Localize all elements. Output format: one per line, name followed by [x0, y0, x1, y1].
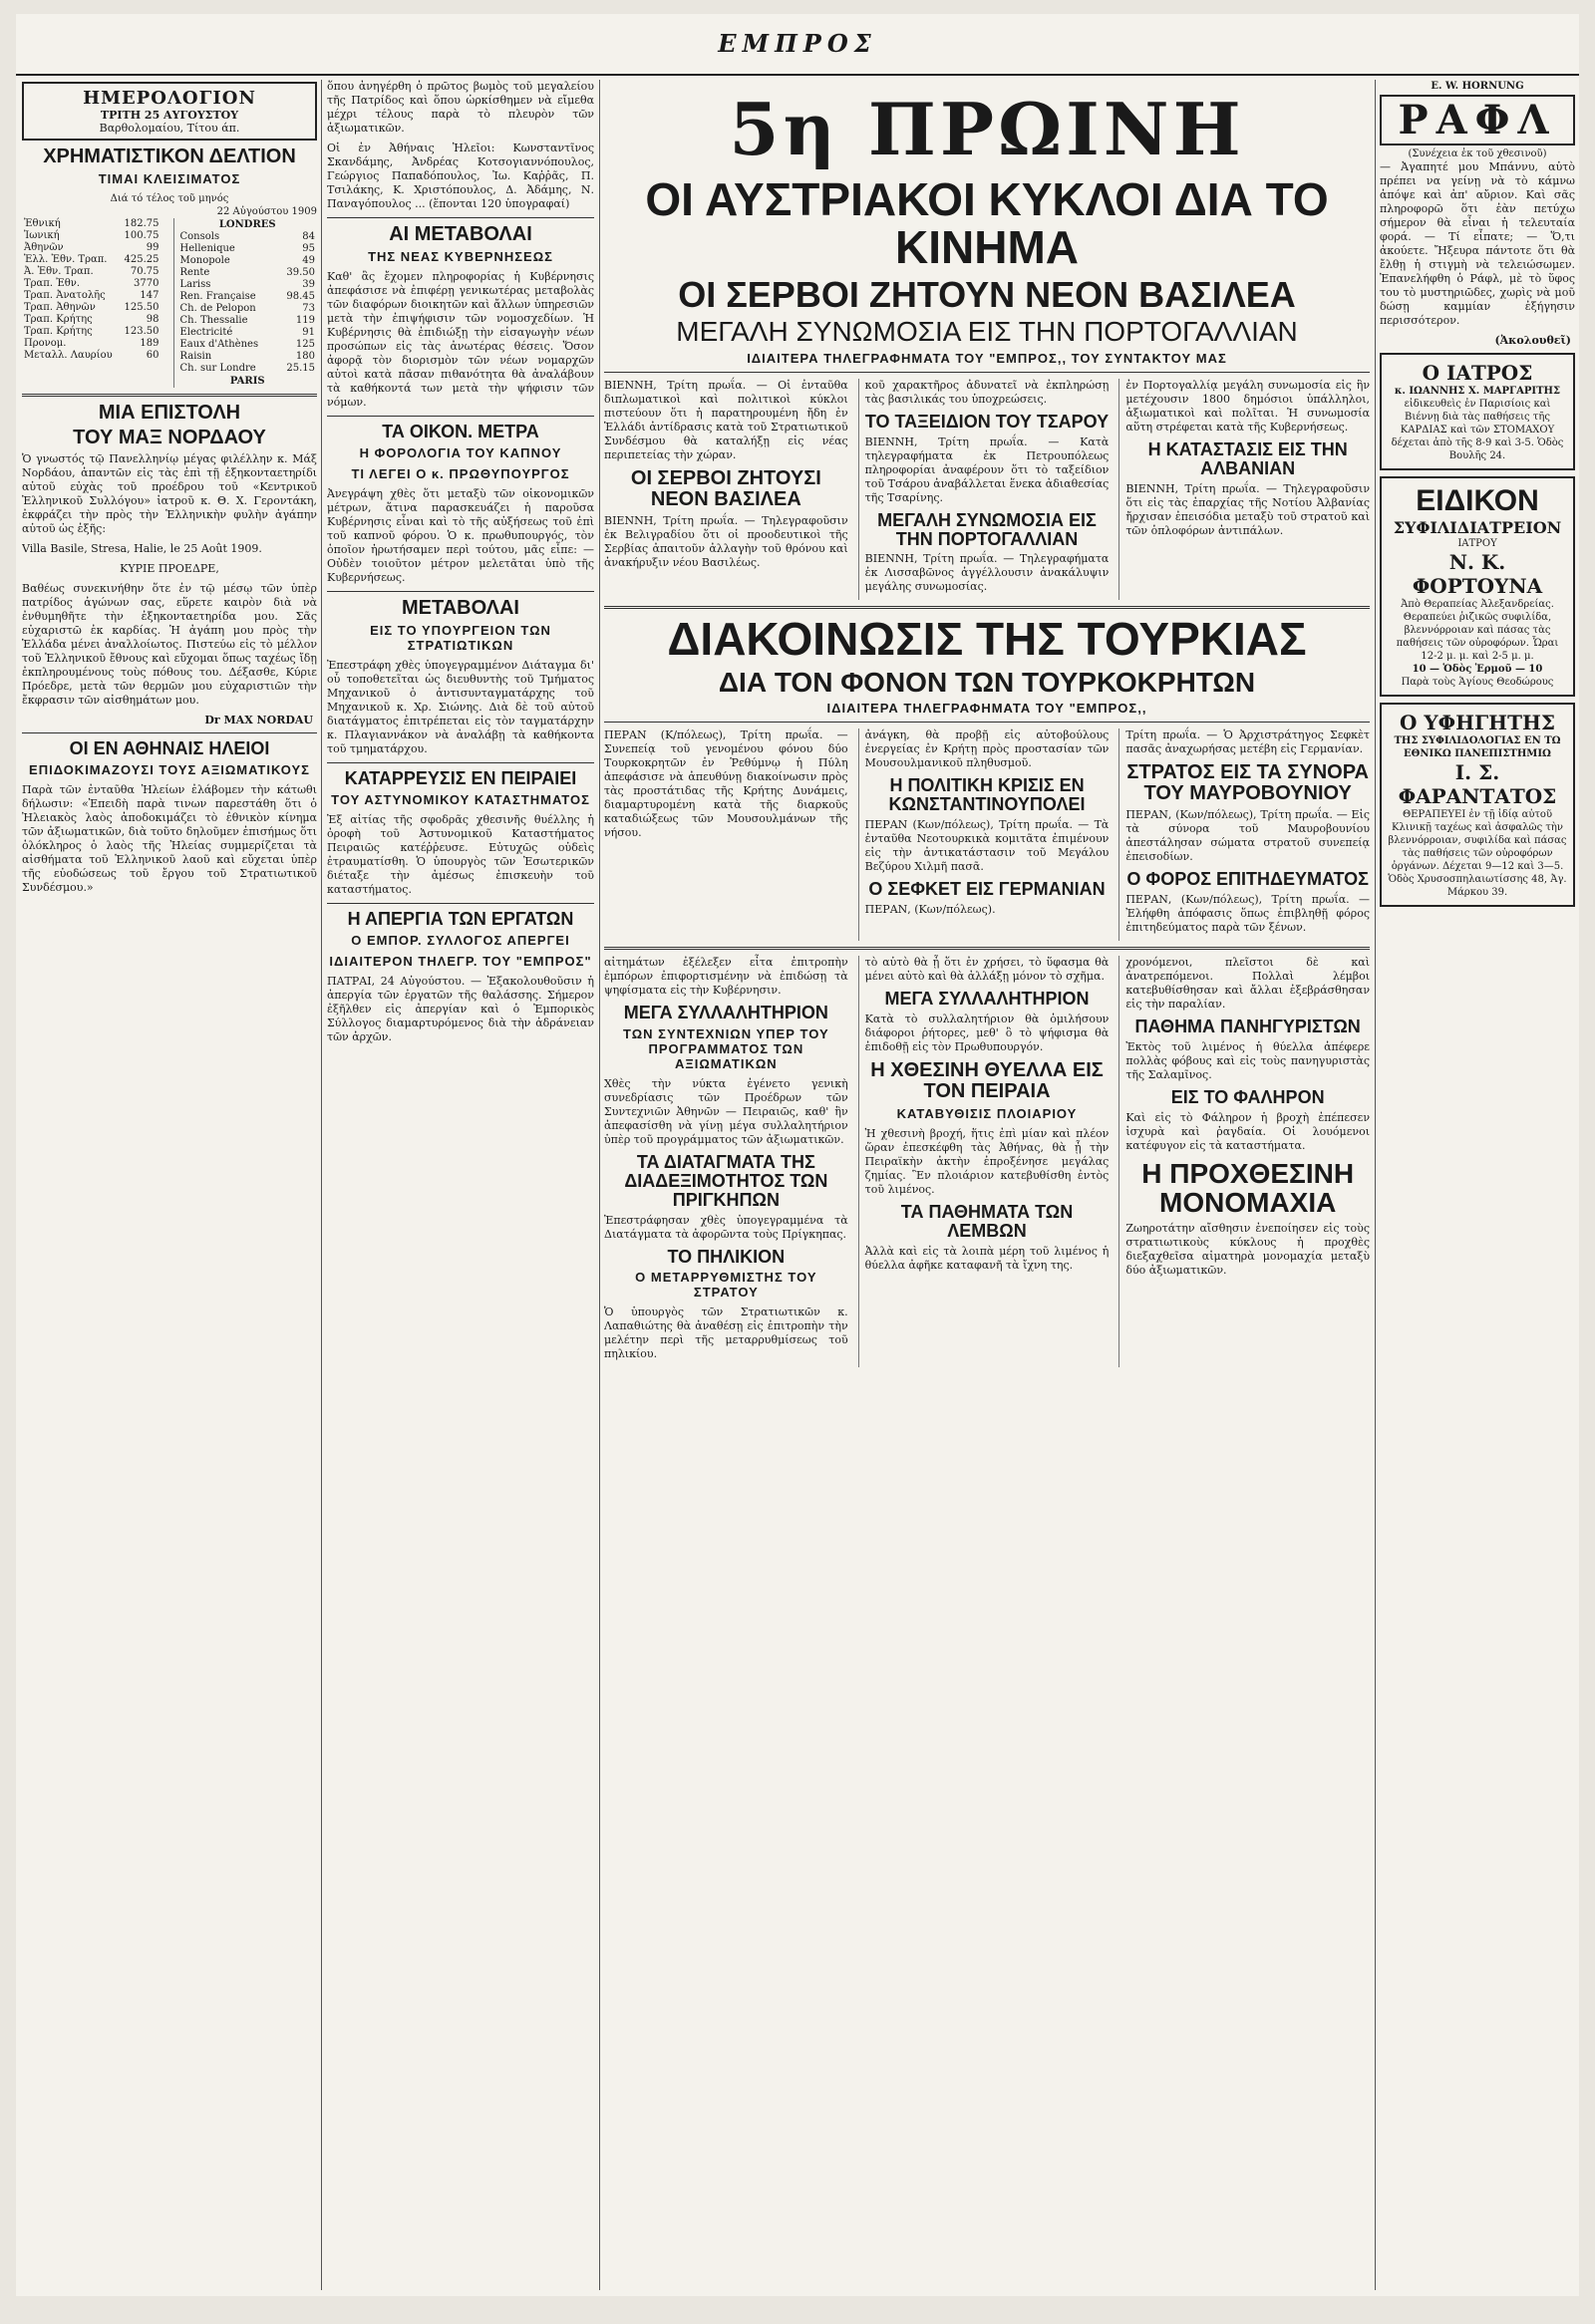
calendar-saint: Βαρθολομαίου, Τίτου άπ. [99, 122, 240, 135]
tsar-title: ΤΟ ΤΑΞΕΙΔΙΟΝ ΤΟΥ ΤΣΑΡΟΥ [864, 411, 1110, 432]
finance-row [22, 230, 161, 242]
finance-name: Τραπ. Ἀνατολῆς [24, 290, 106, 301]
finance-paris: PARIS [229, 376, 265, 387]
turkey-continued: ἀνάγκη, θὰ προβῇ εἰς αὐτοβούλους ἐνεργείας ἐν Κρήτῃ πρὸς προστασίαν τῶν Μουσουλμανικοῦ πληθυσμοῦ. [864, 728, 1110, 770]
boats-title: ΤΑ ΠΑΘΗΜΑΤΑ ΤΩΝ ΛΕΜΒΩΝ [900, 1201, 1074, 1241]
finance-name: Ἐθνική [24, 218, 61, 229]
column-1 [22, 80, 317, 2290]
ad-clinic-name: Ν. Κ. ΦΟΡΤΟΥΝΑ [1412, 550, 1543, 598]
merchants-text: αἰτημάτων ἐξέλεξεν εἶτα ἐπιτροπὴν ἐμπόρων ἐπιφορτισμένην νὰ ἐπιδώσῃ τὰ ψηφίσματα εἰς τὴν Κυβέρνησιν. [604, 956, 848, 998]
finance-name: Τραπ. Κρήτης [24, 326, 93, 337]
calendar-box [22, 82, 317, 141]
headline-serbs: ΟΙ ΣΕΡΒΟΙ ΖΗΤΟΥΝ ΝΕΟΝ ΒΑΣΙΛΕΑ [678, 273, 1296, 315]
finance-value: 91 [302, 327, 315, 338]
finance-name: Ch. Thessalie [179, 315, 248, 326]
telegrams-sub: ΙΔΙΑΙΤΕΡΑ ΤΗΛΕΓΡΑΦΗΜΑΤΑ ΤΟΥ "ΕΜΠΡΟΣ,, ΤΟΥ ΣΥΝΤΑΚΤΟΥ ΜΑΣ [747, 350, 1227, 366]
divider [604, 722, 1370, 723]
turkey-title: ΔΙΑΚΟΙΝΩΣΙΣ ΤΗΣ ΤΟΥΡΚΙΑΣ [667, 613, 1307, 666]
ad-clinic-address: 10 — Ὁδὸς Ἑρμοῦ — 10 [1412, 664, 1543, 675]
conspiracy-body: ΒΙΕΝΝΗ, Τρίτη πρωΐα. — Τηλεγραφήματα ἐκ Λισσαβῶνος ἀγγέλλουσιν ἀνακάλυψιν μεγάλης συνωμοσίας. [864, 552, 1110, 594]
finance-name: Τραπ. Ἐθν. [24, 278, 81, 289]
phaleron-title: ΕΙΣ ΤΟ ΦΑΛΗΡΟΝ [1170, 1086, 1325, 1107]
finance-name: Ἰωνική [24, 230, 60, 241]
piraeus-title: ΚΑΤΑΡΡΕΥΣΙΣ ΕΝ ΠΕΙΡΑΙΕΙ [344, 767, 577, 788]
finance-row [178, 363, 318, 375]
finance-date: 22 Αὐγούστου 1909 [216, 206, 317, 217]
turkey-body: ΠΕΡΑΝ (Κ/πόλεως), Τρίτη πρωΐα. — Συνεπείᾳ τοῦ γενομένου φόνου δύο Τουρκοκρητῶν ἐν Ῥεθύμνῳ ἡ Πύλη ἀπεφάσισε νὰ ἀπευθύνῃ διακοίνωσιν πρὸς τὰς προστάτιδας τῆς Κρήτης Δυνάμεις, διαμαρτυρομένη κατὰ τῆς διαρκοῦς καταδιώξεως τῶν Μουσουλμάνων τῆς νήσου. [604, 728, 848, 840]
rally-title: ΜΕΓΑ ΣΥΛΛΑΛΗΤΗΡΙΟΝ [623, 1003, 828, 1023]
tobacco-body: Ἀνεγράψη χθὲς ὅτι μεταξὺ τῶν οἰκονομικῶν μέτρων, ἅτινα παρασκευάζει ἡ παροῦσα Κυβέρνησις εἶναι καὶ τὸ τῆς αὐξήσεως τοῦ ἐπὶ τοῦ καπνοῦ φόρου. Ὁ κ. πρωθυπουργός, τὸν ὁποῖον ἠρωτήσαμεν περὶ τούτου, μᾶς εἶπε: — Οὐδὲν τοιοῦτον μέτρον μελετᾶται ὑπὸ τῆς Κυβερνήσεως. [327, 486, 594, 584]
story-eleians-title: ΟΙ ΕΝ ΑΘΗΝΑΙΣ ΗΛΕΙΟΙ [69, 738, 270, 758]
finance-row [178, 231, 318, 243]
strike-sub-2: ΙΔΙΑΙΤΕΡΟΝ ΤΗΛΕΓΡ. ΤΟΥ "ΕΜΠΡΟΣ" [329, 953, 592, 969]
continued-text: ὅπου ἀνηγέρθη ὁ πρῶτος βωμὸς τοῦ μεγαλείου τῆς Πατρίδος καὶ ὅπου ὡρκίσθημεν νὰ εἴμεθα μέχρι τέλους παρὰ τὸ πλευρὸν τῶν ἀξιωματικῶν. [327, 80, 594, 135]
letter-title: ΜΙΑ ΕΠΙΣΤΟΛΗ [98, 402, 241, 424]
finance-row [178, 351, 318, 363]
finance-row [22, 218, 161, 230]
finance-row [22, 338, 161, 350]
rally-body-2: Κατὰ τὸ συλλαλητήριον θὰ ὁμιλήσουν διάφοροι ῥήτορες, μεθ' ὃ τὸ ψήφισμα θὰ ἐπιδοθῇ εἰς τὸν Πρωθυπουργόν. [864, 1012, 1110, 1053]
ad-clinic-iatrou: ΙΑΤΡΟΥ [1457, 538, 1497, 549]
finance-name: Ἀ. Ἐθν. Τραπ. [24, 266, 94, 277]
finance-value: 425.25 [124, 254, 160, 265]
phaleron-body: Καὶ εἰς τὸ Φάληρον ἡ βροχὴ ἐπέπεσεν ἰσχυρὰ καὶ ῥαγδαία. Οἱ λουόμενοι κατέφυγον εἰς τὰ καταστήματα. [1125, 1110, 1370, 1152]
center-section [604, 80, 1370, 2290]
headline-portugal: ΜΕΓΑΛΗ ΣΥΝΩΜΟΣΙΑ ΕΙΣ ΤΗΝ ΠΟΡΤΟΓΑΛΛΙΑΝ [676, 316, 1298, 348]
boats-body: Ἀλλὰ καὶ εἰς τὰ λοιπὰ μέρη τοῦ λιμένος ἡ θύελλα ἀφῆκε καταφανῆ τὰ ἴχνη της. [864, 1244, 1110, 1272]
telegram-column [1118, 379, 1370, 601]
story-eleians-sub: ΕΠΙΔΟΚΙΜΑΖΟΥΣΙ ΤΟΥΣ ΑΞΙΩΜΑΤΙΚΟΥΣ [29, 761, 310, 777]
finance-value: 98.45 [286, 291, 315, 302]
finance-value: 100.75 [124, 230, 160, 241]
cap-body: Ὁ ὑπουργὸς τῶν Στρατιωτικῶν κ. Λαπαθιώτης θὰ ἀναθέσῃ εἰς ἐπιτροπὴν τὴν μελέτην περὶ τῆς μεταρρυθμίσεως τοῦ πηλικίου. [604, 1306, 848, 1361]
duel-body: Ζωηροτάτην αἴσθησιν ἐνεποίησεν εἰς τοὺς στρατιωτικοὺς κύκλους ἡ προχθὲς διεξαχθεῖσα αἱματηρὰ μονομαχία μεταξὺ δύο ἀξιωματικῶν. [1125, 1221, 1370, 1277]
finance-value: 98 [146, 314, 160, 325]
serial-author: E. W. HORNUNG [1431, 81, 1524, 92]
military-body: Ἐπεστράφη χθὲς ὑπογεγραμμένον Διάταγμα δι' οὗ τοποθετεῖται ὡς διευθυντὴς τοῦ Τμήματος Μηχανικοῦ ὁ ἀντισυνταγματάρχης τοῦ Μηχανικοῦ κ. Χρ. Σιώνης. Διὰ δὲ τοῦ αὐτοῦ διατάγματος ἐπιτρέπεται εἰς τὸν ταγματάρχην κ. Πλαγιαννάκον νὰ ἀναλάβῃ τὰ καθήκοντα τοῦ τμηματάρχου. [327, 658, 594, 755]
finance-value: 125.50 [124, 302, 160, 313]
finance-table-right [178, 231, 318, 375]
edition-banner: 5η ΠΡΩΙΝΗ [729, 87, 1245, 171]
newspaper-page [16, 14, 1579, 2296]
finance-value: 60 [146, 350, 160, 361]
ad-clinic-title: ΕΙΔΙΚΟΝ [1416, 484, 1539, 517]
finance-name: Ἑλλ. Ἐθν. Τραπ. [24, 254, 108, 265]
lower-column [1118, 956, 1370, 1367]
rally-title-2: ΜΕΓΑ ΣΥΛΛΑΛΗΤΗΡΙΟΝ [884, 989, 1090, 1010]
lower-row [604, 956, 1370, 1367]
finance-name: Προνομ. [24, 338, 67, 349]
serbs-continued: κοῦ χαρακτῆρος ἀδυνατεῖ νὰ ἐκπληρώσῃ τὰς βασιλικάς του ὑποχρεώσεις. [864, 378, 1110, 406]
finance-london: LONDRES [218, 219, 276, 230]
decrees-title: ΤΑ ΔΙΑΤΑΓΜΑΤΑ ΤΗΣ ΔΙΑΔΕΞΙΜΟΤΗΤΟΣ ΤΩΝ ΠΡΙΓΚΗΠΩΝ [624, 1151, 828, 1210]
conspiracy-continued: ἐν Πορτογαλλίᾳ μεγάλη συνωμοσία εἰς ἣν μετέχουσιν 1800 δημόσιοι ὑπάλληλοι, ἀξιωματικοὶ καὶ πολῖται. Ἡ συνωμοσία αὕτη στρέφεται κατὰ τῆς Κυβερνήσεως. [1125, 378, 1370, 434]
finance-name: Ch. de Pelopon [179, 303, 256, 314]
tsar-body: ΒΙΕΝΝΗ, Τρίτη πρωΐα. — Κατὰ τηλεγραφήματα ἐκ Πετρουπόλεως πληροφορίαι ἀναφέρουν ὅτι τὸ ταξείδιον τοῦ Τσάρου ἀναβάλλεται ἕνεκα ἀδιαθεσίας τῆς Τσαρίνης. [864, 435, 1110, 504]
vienna-text: ΒΙΕΝΝΗ, Τρίτη πρωΐα. — Οἱ ἐνταῦθα διπλωματικοὶ καὶ πολιτικοὶ κύκλοι πιστεύουν ὅτι ἡ παρατηρουμένη ἤδη ἐν Ἑλλάδι ἀντίδρασις κατὰ τοῦ Στρατιωτικοῦ Συνδέσμου θὰ καταλήξῃ εἰς νέας περιπετείας τὴν χώραν. [604, 378, 848, 461]
finance-row [178, 255, 318, 267]
divider [327, 903, 594, 904]
ad-doctor-text: εἰδικευθεὶς ἐν Παρισίοις καὶ Βιέννῃ διὰ τὰς παθήσεις τῆς ΚΑΡΔΙΑΣ καὶ τῶν ΣΤΟΜΑΧΟΥ δέχεται ἀπὸ τῆς 8-9 καὶ 3-5. Ὁδὸς Βουλῆς 24. [1391, 399, 1564, 461]
tax-body: ΠΕΡΑΝ, (Κων/πόλεως), Τρίτη πρωΐα. — Ἐλήφθη ἀπόφασις ὅπως ἐπιβληθῇ φόρος ἐπιτηδεύματος παρὰ τῶν ξένων. [1125, 893, 1370, 935]
divider [22, 732, 317, 733]
finance-value: 99 [146, 242, 160, 253]
finance-row [178, 327, 318, 339]
ad-clinic-text: Ἀπὸ Θεραπείας Ἀλεξανδρείας. Θεραπεύει ῥιζικῶς συφιλίδα, βλεννόρροιαν καὶ πάσας τὰς παθήσεις τῶν οὐροφόρων. Ὧραι 12-2 μ. μ. καὶ 2-5 μ. μ. [1396, 599, 1559, 662]
duel-title: Η ΠΡΟΧΘΕΣΙΝΗ ΜΟΝΟΜΑΧΙΑ [1141, 1157, 1355, 1219]
serial-continuation: (Συνέχεια ἐκ τοῦ χθεσινοῦ) [1408, 148, 1547, 159]
turkey-title-2: ΔΙΑ ΤΟΝ ΦΟΝΟΝ ΤΩΝ ΤΟΥΡΚΟΚΡΗΤΩΝ [718, 666, 1256, 698]
ad-lecturer [1380, 703, 1575, 907]
serbs-title: ΟΙ ΣΕΡΒΟΙ ΖΗΤΟΥΣΙ ΝΕΟΝ ΒΑΣΙΛΕΑ [630, 466, 821, 510]
finance-value: 125 [295, 339, 315, 350]
albania-body: ΒΙΕΝΝΗ, Τρίτη πρωΐα. — Τηλεγραφοῦσιν ὅτι εἰς τὰς ἐπαρχίας τῆς Νοτίου Ἀλβανίας ἤρχισαν ἐπεισόδια μεταξὺ τοῦ στρατοῦ καὶ τῶν ὁπλοφόρων ἀντιπάλων. [1125, 481, 1370, 537]
finance-value: 180 [295, 351, 315, 362]
finance-value: 49 [302, 255, 315, 266]
divider [327, 416, 594, 417]
ad-clinic-address-2: Παρὰ τοὺς Ἁγίους Θεοδώρους [1401, 677, 1554, 688]
government-sub: ΤΗΣ ΝΕΑΣ ΚΥΒΕΡΝΗΣΕΩΣ [368, 249, 553, 264]
story-eleians-body: Παρὰ τῶν ἐνταῦθα Ἠλείων ἐλάβομεν τὴν κάτωθι δήλωσιν: «Ἐπειδὴ παρὰ τινων παρεστάθη ὅτι ὁ Ἠλειακὸς λαὸς ἀποδοκιμάζει τὸ ἐθνικὸν κίνημα τῶν ἀξιωματικῶν, διὰ τοῦτο δηλοῦμεν ἐπισήμως ὅτι ὁλόκληρος ὁ λαὸς τῆς Ἠλείας συμμερίζεται τὰ αἰσθήματα τοῦ Ἑλληνικοῦ λαοῦ καὶ εὔχεται ὑπὲρ τῆς εὐοδώσεως τοῦ ἔργου τοῦ Στρατιωτικοῦ Συνδέσμου.» [22, 782, 317, 894]
government-body: Καθ' ἃς ἔχομεν πληροφορίας ἡ Κυβέρνησις ἀπεφάσισε νὰ ἐπιφέρῃ γενικωτέρας μεταβολὰς τῶν διαφόρων διοικητῶν καὶ ἄλλων ὑπηρεσιῶν μετὰ τὴν ἐπιψήφισιν τῶν νομοσχεδίων. Ἡ Κυβέρνησις θὰ ἐπιδιώξῃ τὴν εἰσαγωγὴν νέων προσώπων εἰς τὰς ἀνωτέρας θέσεις. Ὅσον ἀφορᾷ τὸν διορισμὸν τῶν νέων νομαρχῶν αὐτοὶ κατὰ πᾶσαν πιθανότητα θὰ ἀναλάβουν τὰ καθήκοντά των μετὰ τὴν ψήφισιν τῶν νόμων. [327, 270, 594, 409]
storm-sub: ΚΑΤΑΒΥΘΙΣΙΣ ΠΛΟΙΑΡΙΟΥ [896, 1105, 1078, 1121]
finance-value: 182.75 [124, 218, 160, 229]
column-2 [327, 80, 594, 2290]
serial-sign: (Ἀκολουθεῖ) [1494, 334, 1571, 347]
finance-row [178, 243, 318, 255]
tobacco-sub-2: ΤΙ ΛΕΓΕΙ Ο κ. ΠΡΩΘΥΠΟΥΡΓΟΣ [351, 465, 570, 481]
decrees-body: Ἐπεστράφησαν χθὲς ὑπογεγραμμένα τὰ Διατάγματα τὰ ἀφορῶντα τοὺς Πρίγκηπας. [604, 1213, 848, 1241]
finance-table [22, 218, 317, 388]
piraeus-body: Ἐξ αἰτίας τῆς σφοδρᾶς χθεσινῆς θυέλλης ἡ ὀροφὴ τοῦ Ἀστυνομικοῦ Καταστήματος Πειραιῶς κατέῤῥευσε. Εὐτυχῶς οὐδεὶς ἐτραυματίσθη. Ὁ ὑπουργὸς τῶν Ἐσωτερικῶν διέταξε τὴν ἀμέσως ἐπισκευὴν τοῦ καταστήματος. [327, 812, 594, 896]
tobacco-sub: Η ΦΟΡΟΛΟΓΙΑ ΤΟΥ ΚΑΠΝΟΥ [359, 444, 562, 460]
finance-row [22, 326, 161, 338]
serial-title: ΡΑΦΛ [1380, 95, 1575, 145]
letter-signature: Dr MAX NORDAU [204, 714, 313, 726]
ad-clinic [1380, 476, 1575, 697]
finance-row [22, 350, 161, 362]
letter-greeting: ΚΥΡΙΕ ΠΡΟΕΔΡΕ, [120, 562, 219, 575]
ad-doctor [1380, 353, 1575, 470]
ad-lecturer-sub: ΤΗΣ ΣΥΦΙΛΙΔΟΛΟΓΙΑΣ ΕΝ ΤΩ ΕΘΝΙΚΩ ΠΑΝΕΠΙΣΤΗΜΙΩ [1394, 735, 1561, 759]
strike-body: ΠΑΤΡΑΙ, 24 Αὐγούστου. — Ἐξακολουθοῦσιν ἡ ἀπεργία τῶν ἐργατῶν τῆς θαλάσσης. Σήμερον ἐξῆλθεν εἰς ἀπεργίαν καὶ ὁ Ἐμπορικὸς Σύλλογος διαμαρτυρόμενος διὰ τὴν ἀδράνειαν τῶν ἀρχῶν. [327, 974, 594, 1043]
telegram-column [858, 379, 1110, 601]
pilgrims-title: ΠΑΘΗΜΑ ΠΑΝΗΓΥΡΙΣΤΩΝ [1134, 1017, 1361, 1037]
turkey-sub: ΙΔΙΑΙΤΕΡΑ ΤΗΛΕΓΡΑΦΗΜΑΤΑ ΤΟΥ "ΕΜΠΡΟΣ,, [826, 701, 1147, 717]
lower-column [604, 956, 848, 1367]
finance-value: 39.50 [286, 267, 315, 278]
main-headline: ΟΙ ΑΥΣΤΡΙΑΚΟΙ ΚΥΚΛΟΙ ΔΙΑ ΤΟ ΚΙΝΗΜΑ [645, 173, 1329, 274]
finance-name: Ch. sur Londre [179, 363, 256, 374]
tobacco-title: ΤΑ ΟΙΚΟΝ. ΜΕΤΡΑ [382, 422, 539, 441]
serial-body: — Ἀγαπητέ μου Μπάννυ, αὐτὸ πρέπει να γείνῃ νὰ τὸ κάμνω ἀπόψε καὶ ἀπ' αὔριον. Καὶ σᾶς πληροφορῶ ὅτι ἐὰν πετύχω σήμερον θὰ εἶναι ἡ τελευταία φορά. — Τί εἶπατε; — Ὅ,τι ἀκούετε. Ἤξευρα πάντοτε ὅτι θὰ ἔλθῃ ἡ στιγμὴ νὰ τελειώσωμεν. Ἐπανελήφθη ὁ Ράφλ, μὲ τὸ ὕφος του τὸ μυστηριῶδες, χωρὶς νὰ μοῦ δώσῃ καμμίαν ἐξήγησιν περισσότερον. [1380, 160, 1575, 327]
divider [327, 217, 594, 218]
conspiracy-title: ΜΕΓΑΛΗ ΣΥΝΩΜΟΣΙΑ ΕΙΣ ΤΗΝ ΠΟΡΤΟΓΑΛΛΙΑΝ [877, 509, 1097, 549]
finance-value: 123.50 [124, 326, 160, 337]
lower-column [858, 956, 1110, 1367]
ad-lecturer-name: Ι. Σ. ΦΑΡΑΝΤΑΤΟΣ [1398, 760, 1557, 808]
finance-row [178, 303, 318, 315]
strike-title: Η ΑΠΕΡΓΙΑ ΤΩΝ ΕΡΓΑΤΩΝ [347, 908, 574, 929]
finance-name: Τραπ. Κρήτης [24, 314, 93, 325]
strike-sub: Ο ΕΜΠΟΡ. ΣΥΛΛΟΓΟΣ ΑΠΕΡΓΕΙ [351, 932, 570, 948]
ad-doctor-title: Ο ΙΑΤΡΟΣ [1422, 361, 1533, 385]
finance-row [178, 339, 318, 351]
finance-value: 39 [302, 279, 315, 290]
finance-value: 147 [140, 290, 160, 301]
piraeus-sub: ΤΟΥ ΑΣΤΥΝΟΜΙΚΟΥ ΚΑΤΑΣΤΗΜΑΤΟΣ [331, 791, 590, 807]
calendar-date: ΤΡΙΤΗ 25 ΑΥΓΟΥΣΤΟΥ [100, 109, 239, 122]
finance-name: Electricité [179, 327, 233, 338]
finance-name: Τραπ. Ἀθηνῶν [24, 302, 96, 313]
finance-value: 95 [302, 243, 315, 254]
finance-name: Monopole [179, 255, 230, 266]
turkey-row [604, 728, 1370, 941]
finance-name: Ἀθηνῶν [24, 242, 64, 253]
letter-place: Villa Basile, Stresa, Halie, le 25 Août 1909. [22, 542, 262, 555]
finance-row [178, 279, 318, 291]
finance-value: 70.75 [130, 266, 160, 277]
ad-clinic-title-2: ΣΥΦΙΛΙΔΙΑΤΡΕΙΟΝ [1393, 518, 1562, 537]
storm-title: Η ΧΘΕΣΙΝΗ ΘΥΕΛΛΑ ΕΙΣ ΤΟΝ ΠΕΙΡΑΙΑ [870, 1058, 1104, 1102]
telegram-column [604, 379, 848, 601]
shefket-body: ΠΕΡΑΝ, (Κων/πόλεως). [864, 902, 996, 916]
masthead [16, 14, 1579, 76]
divider [22, 394, 317, 397]
ad-lecturer-text: ΘΕΡΑΠΕΥΕΙ ἐν τῇ ἰδίᾳ αὐτοῦ Κλινικῇ ταχέως καὶ ἀσφαλῶς τὴν βλεννόρροιαν, συφιλίδα καὶ πάσας τὰς παθήσεις τῶν οὐροφόρων ὀργάνων. Δέχεται 9—12 καὶ 3—5. Ὁδὸς Χρυσοσπηλαιωτίσσης 48, Ἀγ. Μάρκου 39. [1388, 809, 1567, 898]
military-title: ΜΕΤΑΒΟΛΑΙ [402, 596, 519, 619]
column-5 [1380, 80, 1575, 2290]
telegrams-row [604, 379, 1370, 601]
storm-body: Ἡ χθεσινὴ βροχή, ἥτις ἐπὶ μίαν καὶ πλέον ὥραν ἐπεσκέφθη τὰς Ἀθήνας, θὰ ᾖ τὴν Πειραϊκὴν ἀκτὴν ἐπροξένησε μεγάλας ζημίας. Ἓν πλοιάριον κατεβυθίσθη ἐντὸς τοῦ λιμένος. [864, 1126, 1110, 1196]
finance-name: Μεταλλ. Λαυρίου [24, 350, 113, 361]
cap-sub: Ο ΜΕΤΑΡΡΥΘΜΙΣΤΗΣ ΤΟΥ ΣΤΡΑΤΟΥ [635, 1270, 817, 1301]
newspaper-name: ΕΜΠΡΟΣ [718, 29, 877, 58]
finance-value: 3770 [134, 278, 160, 289]
letter-body: Βαθέως συνεκινήθην ὅτε ἐν τῷ μέσῳ τῶν ὑπὲρ πατρίδος ἀγώνων σας, εὕρετε καιρὸν διὰ νὰ ἐνθυμηθῆτε τὴν ἐξηκονταετηρίδα μου. Σᾶς εὐχαριστῶ ἐκ καρδίας. Ἡ ἀγάπη μου πρὸς τὴν Ἑλλάδα μένει ἀναλλοίωτος. Πιστεύω εἰς τὸ μέλλον τοῦ Ἑλληνικοῦ ἔθνους καὶ εὔχομαι ὅπως ταχέως ἴδῃ ἐκπληρουμένους τοὺς πόθους του. Δέξασθε, Κύριε Πρόεδρε, μετὰ τῶν θερμῶν μου εὐχαριστιῶν τὴν ἔκφρασιν τῶν αἰσθημάτων μου. [22, 582, 317, 707]
tax-title: Ο ΦΟΡΟΣ ΕΠΙΤΗΔΕΥΜΑΤΟΣ [1126, 869, 1369, 890]
finance-name: Rente [179, 267, 210, 278]
finance-row [22, 314, 161, 326]
boats-continued: χρονόμενοι, πλεῖστοι δὲ καὶ ἀνατρεπόμενοι. Πολλαὶ λέμβοι κατεβυθίσθησαν καὶ ἄλλαι ἐξεβράσθησαν εἰς τὴν παραλίαν. [1125, 956, 1370, 1012]
column-divider [1375, 80, 1376, 2290]
army-title: ΣΤΡΑΤΟΣ ΕΙΣ ΤΑ ΣΥΝΟΡΑ ΤΟΥ ΜΑΥΡΟΒΟΥΝΙΟΥ [1126, 761, 1369, 805]
finance-table-left [22, 218, 161, 362]
cap-title: ΤΟ ΠΗΛΙΚΙΟΝ [667, 1246, 786, 1267]
finance-row [22, 242, 161, 254]
albania-title: Η ΚΑΤΑΣΤΑΣΙΣ ΕΙΣ ΤΗΝ ΑΛΒΑΝΙΑΝ [1147, 438, 1348, 478]
finance-period: Διά τό τέλος τοῦ μηνός [110, 193, 229, 204]
finance-row [178, 267, 318, 279]
divider [327, 591, 594, 592]
serbs-body: ΒΙΕΝΝΗ, Τρίτη πρωΐα. — Τηλεγραφοῦσιν ἐκ Βελιγραδίου ὅτι οἱ προοδευτικοὶ τῆς Σερβίας ἀπαιτοῦν ἀλλαγὴν τοῦ θρόνου καὶ ἀνακήρυξιν νέου Βασιλέως. [604, 513, 848, 569]
column-divider [321, 80, 322, 2290]
finance-row [22, 254, 161, 266]
finance-title: ΧΡΗΜΑΤΙΣΤΙΚΟΝ ΔΕΛΤΙΟΝ [43, 145, 296, 167]
turkey-column [604, 728, 848, 941]
divider [327, 762, 594, 763]
rally-body: Χθὲς τὴν νύκτα ἐγένετο γενικὴ συνεδρίασις τῶν Προέδρων τῶν Συντεχνιῶν Ἀθηνῶν — Πειραιῶς, καθ' ἣν ἀπεφασίσθη νὰ γίνῃ μέγα συλλαλητήριον ὑπὲρ τοῦ προγράμματος τῶν ἀξιωματικῶν. [604, 1076, 848, 1146]
ad-doctor-name: κ. ΙΩΑΝΝΗΣ Χ. ΜΑΡΓΑΡΙΤΗΣ [1394, 386, 1561, 397]
finance-sub: ΤΙΜΑΙ ΚΛΕΙΣΙΜΑΤΟΣ [98, 171, 241, 186]
government-title: ΑΙ ΜΕΤΑΒΟΛΑΙ [389, 223, 532, 245]
finance-row [178, 291, 318, 303]
finance-name: Ren. Française [179, 291, 256, 302]
finance-name: Hellenique [179, 243, 235, 254]
column-divider [599, 80, 600, 2290]
military-sub: ΕΙΣ ΤΟ ΥΠΟΥΡΓΕΙΟΝ ΤΩΝ ΣΤΡΑΤΙΩΤΙΚΩΝ [370, 622, 551, 653]
finance-name: Lariss [179, 279, 211, 290]
finance-row [22, 290, 161, 302]
army-body: ΠΕΡΑΝ, (Κων/πόλεως), Τρίτη πρωΐα. — Εἰς τὰ σύνορα τοῦ Μαυροβουνίου ἀπεστάλησαν σώματα στρατοῦ συνεπείᾳ ἐπεισοδίων. [1125, 808, 1370, 864]
finance-value: 25.15 [286, 363, 315, 374]
shefket-title: Ο ΣΕΦΚΕΤ ΕΙΣ ΓΕΡΜΑΝΙΑΝ [868, 878, 1106, 899]
rally-sub: ΤΩΝ ΣΥΝΤΕΧΝΙΩΝ ΥΠΕΡ ΤΟΥ ΠΡΟΓΡΑΜΜΑΤΟΣ ΤΩΝ ΑΞΙΩΜΑΤΙΚΩΝ [623, 1025, 829, 1071]
cap-continued: τὸ αὐτὸ θὰ ᾖ ὅτι ἐν χρήσει, τὸ ὕφασμα θὰ μένει αὐτὸ καὶ θὰ ἀλλάξῃ μόνον τὸ σχῆμα. [864, 956, 1110, 984]
finance-row [22, 266, 161, 278]
letter-title-2: ΤΟΥ ΜΑΞ ΝΟΡΔΑΟΥ [73, 427, 266, 448]
turkey-column [1118, 728, 1370, 941]
letter-intro: Ὁ γνωστός τῷ Πανελληνίῳ μέγας φιλέλλην κ. Μάξ Νορδάου, ἀπαντῶν εἰς τὰς ἐπὶ τῇ ἐξηκονταετηρίδι αὐτοῦ εὐχὰς τοῦ προέδρου τοῦ «Κεντρικοῦ Ἐλληνικοῦ Συλλόγου» ἰατροῦ κ. Θ. Χ. Γεροντάκη, ἐκφράζει τὴν πρὸς τὴν Ἑλληνικὴν φυλὴν ἀγάπην αὐτοῦ ὡς ἑξῆς: [22, 452, 317, 535]
finance-value: 119 [295, 315, 315, 326]
finance-name: Consols [179, 231, 220, 242]
turkey-column [858, 728, 1110, 941]
divider [604, 947, 1370, 950]
finance-value: 84 [302, 231, 315, 242]
finance-value: 189 [140, 338, 160, 349]
finance-name: Raisin [179, 351, 212, 362]
divider [604, 372, 1370, 373]
ad-lecturer-title: Ο ΥΦΗΓΗΤΗΣ [1400, 711, 1555, 734]
signatories: Οἱ ἐν Ἀθήναις Ἠλεῖοι: Κωνσταντῖνος Σκανδάμης, Ἀνδρέας Κοτσογιαννόπουλος, Γεώργιος Παπαδόπουλος, Ἰω. Καῤῥᾶς, Π. Τσιλάκης, Κ. Χριστόπουλος, Δ. Ἀδάμης, Ν. Παναγόπουλος ... (ἕπονται 120 ὑπογραφαί) [327, 142, 594, 210]
finance-name: Eaux d'Athènes [179, 339, 259, 350]
finance-row [22, 278, 161, 290]
calendar-title: ΗΜΕΡΟΛΟΓΙΟΝ [83, 88, 256, 109]
finance-row [178, 315, 318, 327]
finance-value: 73 [302, 303, 315, 314]
crisis-title: Η ΠΟΛΙΤΙΚΗ ΚΡΙΣΙΣ ΕΝ ΚΩΝΣΤΑΝΤΙΝΟΥΠΟΛΕΙ [888, 775, 1086, 815]
shefket-continued: Τρίτη πρωΐα. — Ὁ Ἀρχιστράτηγος Σεφκὲτ πασᾶς ἀναχωρήσας μετέβη εἰς Γερμανίαν. [1125, 728, 1370, 756]
pilgrims-body: Ἐκτὸς τοῦ λιμένος ἡ θύελλα ἀπέφερε πολλὰς φόβους καὶ εἰς τοὺς πανηγυριστὰς τῆς Σαλαμῖνος. [1125, 1039, 1370, 1081]
divider [604, 606, 1370, 609]
crisis-body: ΠΕΡΑΝ (Κων/πόλεως), Τρίτη πρωΐα. — Τὰ ἐνταῦθα Νεοτουρκικὰ κομιτᾶτα ἐπιμένουν εἰς τὴν ἀντικατάστασιν τοῦ Μεγάλου Βεζύρου Χιλμῆ πασᾶ. [864, 817, 1110, 873]
finance-row [22, 302, 161, 314]
